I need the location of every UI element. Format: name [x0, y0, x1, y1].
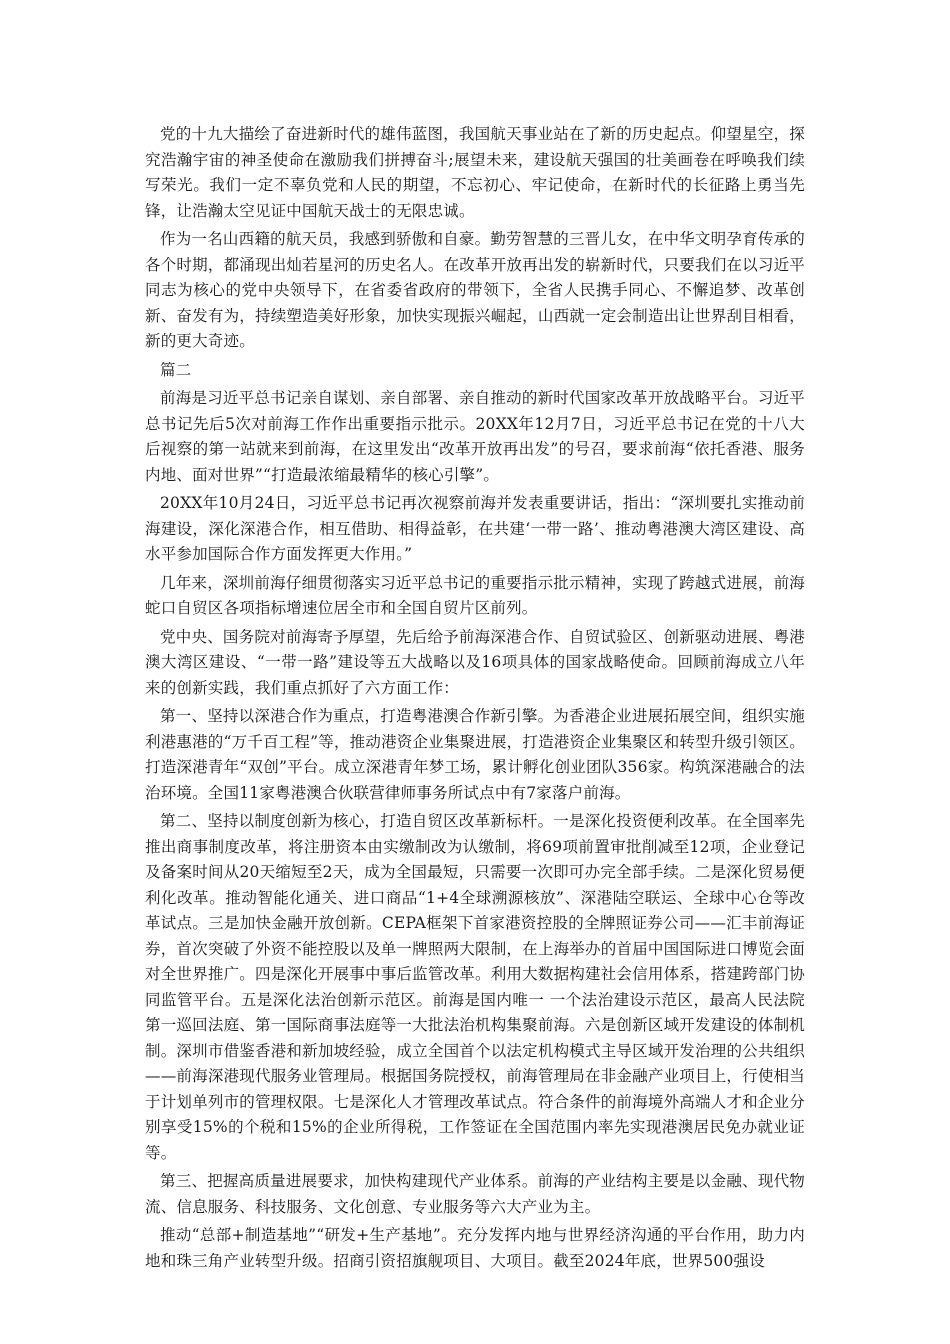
document-body	[145, 122, 805, 1277]
paragraph: 党的十九大描绘了奋进新时代的雄伟蓝图，我国航天事业站在了新的历史起点。仰望星空，探究浩瀚宇宙的神圣使命在激励我们拼搏奋斗;展望未来，建设航天强国的壮美画卷在呼唤我们续写荣光。我们一定不辜负党和人民的期望，不忘初心、牢记使命，在新时代的长征路上勇当先锋，让浩瀚太空见证中国航天战士的无限忠诚。	[145, 125, 805, 220]
paragraph: 作为一名山西籍的航天员，我感到骄傲和自豪。勤劳智慧的三晋儿女，在中华文明孕育传承的各个时期，都涌现出灿若星河的历史名人。在改革开放再出发的崭新时代，只要我们在以习近平同志为核心的党中央领导下，在省委省政府的带领下，全省人民携手同心、不懈追梦、改革创新、奋发有为，持续塑造美好形象，加快实现振兴崛起，山西就一定会制造出让世界刮目相看，新的更大奇迹。	[145, 230, 805, 350]
paragraph: 党中央、国务院对前海寄予厚望，先后给予前海深港合作、自贸试验区、创新驱动进展、粤港澳大湾区建设、“一带一路”建设等五大战略以及16项具体的国家战略使命。回顾前海成立八年来的创新实践，我们重点抓好了六方面工作：	[145, 627, 805, 697]
paragraph: 几年来，深圳前海仔细贯彻落实习近平总书记的重要指示批示精神，实现了跨越式进展，前海蛇口自贸区各项指标增速位居全市和全国自贸片区前列。	[145, 573, 805, 617]
paragraph: 第三、把握高质量进展要求，加快构建现代产业体系。前海的产业结构主要是以金融、现代物流、信息服务、科技服务、文化创意、专业服务等六大产业为主。	[145, 1172, 805, 1216]
paragraph: 推动“总部+制造基地”“研发+生产基地”。充分发挥内地与世界经济沟通的平台作用，助力内地和珠三角产业转型升级。招商引资招旗舰项目、大项目。截至2024年底，世界500强设	[145, 1226, 805, 1270]
paragraph: 20XX年10月24日，习近平总书记再次视察前海并发表重要讲话，指出：“深圳要扎实推动前海建设，深化深港合作，相互借助、相得益彰，在共建‘一带一路’、推动粤港澳大湾区建设、高水平参加国际合作方面发挥更大作用。”	[145, 494, 805, 563]
section-heading: 篇二	[160, 360, 192, 379]
paragraph: 第一、坚持以深港合作为重点，打造粤港澳合作新引擎。为香港企业进展拓展空间，组织实施利港惠港的“万千百工程”等，推动港资企业集聚进展，打造港资企业集聚区和转型升级引领区。打造深港青年“双创”平台。成立深港青年梦工场，累计孵化创业团队356家。构筑深港融合的法治环境。全国11家粤港澳合伙联营律师事务所试点中有7家落户前海。	[145, 707, 805, 802]
paragraph: 第二、坚持以制度创新为核心，打造自贸区改革新标杆。一是深化投资便利改革。在全国率先推出商事制度改革，将注册资本由实缴制改为认缴制，将69项前置审批削减至12项，企业登记及备案时间从20天缩短至2天，成为全国最短，只需要一次即可办完全部手续。二是深化贸易便利化改革。推动智能化通关、进口商品“1+4全球溯源核放”、深港陆空联运、全球中心仓等改革试点。三是加快金融开放创新。CEPA框架下首家港资控股的全牌照证券公司——汇丰前海证券，首次突破了外资不能控股以及单一牌照两大限制，在上海举办的首届中国国际进口博览会面对全世界推广。四是深化开展事中事后监管改革。利用大数据构建社会信用体系，搭建跨部门协同监管平台。五是深化法治创新示范区。前海是国内唯一 一个法治建设示范区，最高人民法院第一巡回法庭、第一国际商事法庭等一大批法治机构集聚前海。六是创新区域开发建设的体制机制。深圳市借鉴香港和新加坡经验，成立全国首个以法定机构模式主导区域开发治理的公共组织——前海深港现代服务业管理局。根据国务院授权，前海管理局在非金融产业项目上，行使相当于计划单列市的管理权限。七是深化人才管理改革试点。符合条件的前海境外高端人才和企业分别享受15%的个税和15%的企业所得税，工作签证在全国范围内率先实现港澳居民免办就业证等。	[145, 812, 805, 1162]
paragraph: 前海是习近平总书记亲自谋划、亲自部署、亲自推动的新时代国家改革开放战略平台。习近平总书记先后5次对前海工作作出重要指示批示。20XX年12月7日，习近平总书记在党的十八大后视察的第一站就来到前海，在这里发出“改革开放再出发”的号召，要求前海“依托香港、服务内地、面对世界”“打造最浓缩最精华的核心引擎”。	[145, 389, 805, 484]
